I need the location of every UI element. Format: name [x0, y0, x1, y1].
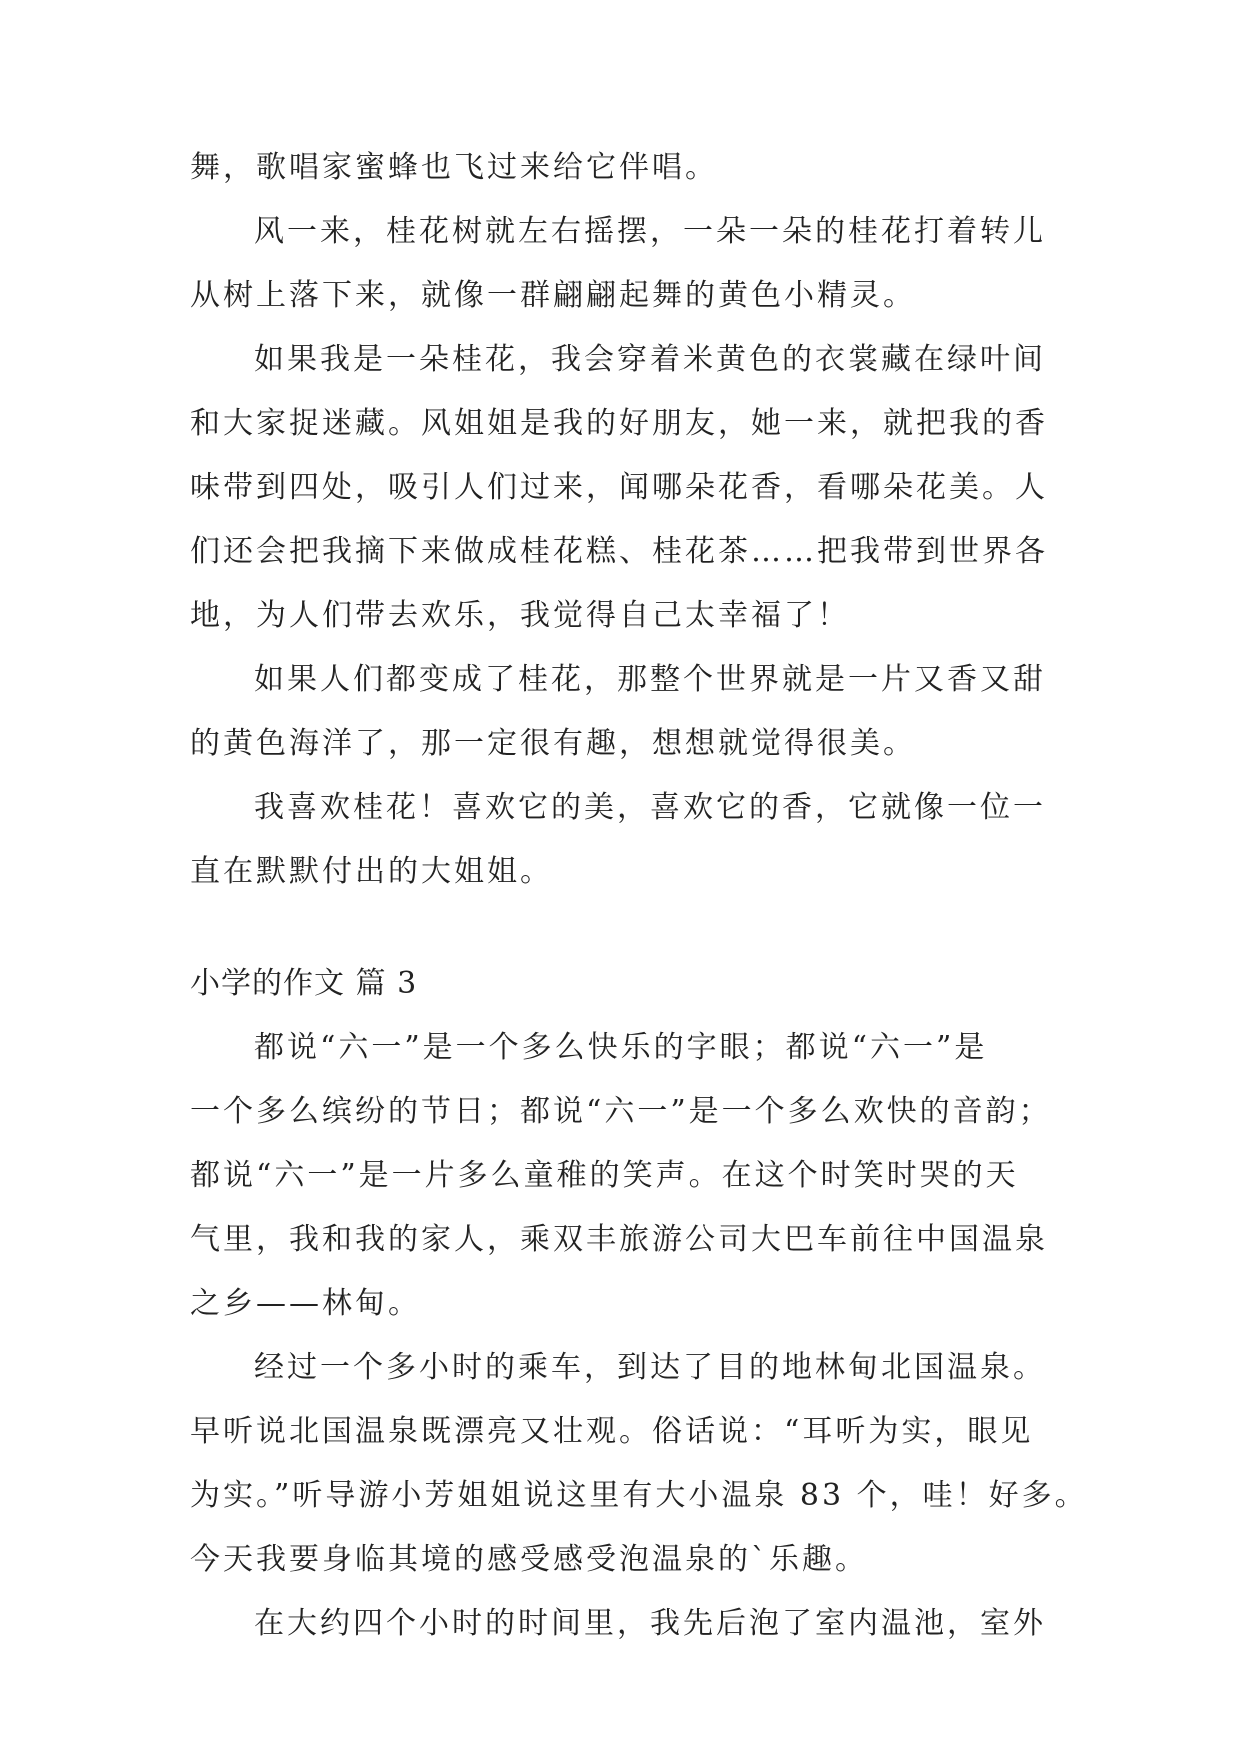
text-line: 气里，我和我的家人，乘双丰旅游公司大巴车前往中国温泉	[190, 1222, 1048, 1257]
text-line: 的黄色海洋了，那一定很有趣，想想就觉得很美。	[190, 726, 916, 761]
text-line: 为实。”听导游小芳姐姐说这里有大小温泉 83 个，哇！好多。	[190, 1478, 1088, 1513]
text-line: 如果人们都变成了桂花，那整个世界就是一片又香又甜	[254, 662, 1046, 697]
text-line: 直在默默付出的大姐姐。	[190, 854, 553, 889]
text-line: 地，为人们带去欢乐，我觉得自己太幸福了！	[190, 598, 850, 633]
text-line: 经过一个多小时的乘车，到达了目的地林甸北国温泉。	[254, 1350, 1046, 1385]
text-line: 如果我是一朵桂花，我会穿着米黄色的衣裳藏在绿叶间	[254, 342, 1046, 377]
text-line: 一个多么缤纷的节日；都说“六一”是一个多么欢快的音韵；	[190, 1094, 1052, 1129]
text-line: 早听说北国温泉既漂亮又壮观。俗话说：“耳听为实，眼见	[190, 1414, 1034, 1449]
text-line: 我喜欢桂花！喜欢它的美，喜欢它的香，它就像一位一	[254, 790, 1046, 825]
text-line: 味带到四处，吸引人们过来，闻哪朵花香，看哪朵花美。人	[190, 470, 1048, 505]
text-line: 今天我要身临其境的感受感受泡温泉的`乐趣。	[190, 1542, 868, 1577]
section-heading: 小学的作文 篇 3	[190, 966, 418, 1001]
text-line: 舞，歌唱家蜜蜂也飞过来给它伴唱。	[190, 150, 718, 185]
text-line: 都说“六一”是一片多么童稚的笑声。在这个时笑时哭的天	[190, 1158, 1019, 1193]
text-line: 风一来，桂花树就左右摇摆，一朵一朵的桂花打着转儿	[254, 214, 1046, 249]
text-line: 从树上落下来，就像一群翩翩起舞的黄色小精灵。	[190, 278, 916, 313]
text-line: 在大约四个小时的时间里，我先后泡了室内温池，室外	[254, 1606, 1046, 1641]
text-line: 都说“六一”是一个多么快乐的字眼；都说“六一”是	[254, 1030, 988, 1065]
text-line: 和大家捉迷藏。风姐姐是我的好朋友，她一来，就把我的香	[190, 406, 1048, 441]
text-line: 之乡——林甸。	[190, 1286, 421, 1321]
text-line: 们还会把我摘下来做成桂花糕、桂花茶……把我带到世界各	[190, 534, 1048, 569]
